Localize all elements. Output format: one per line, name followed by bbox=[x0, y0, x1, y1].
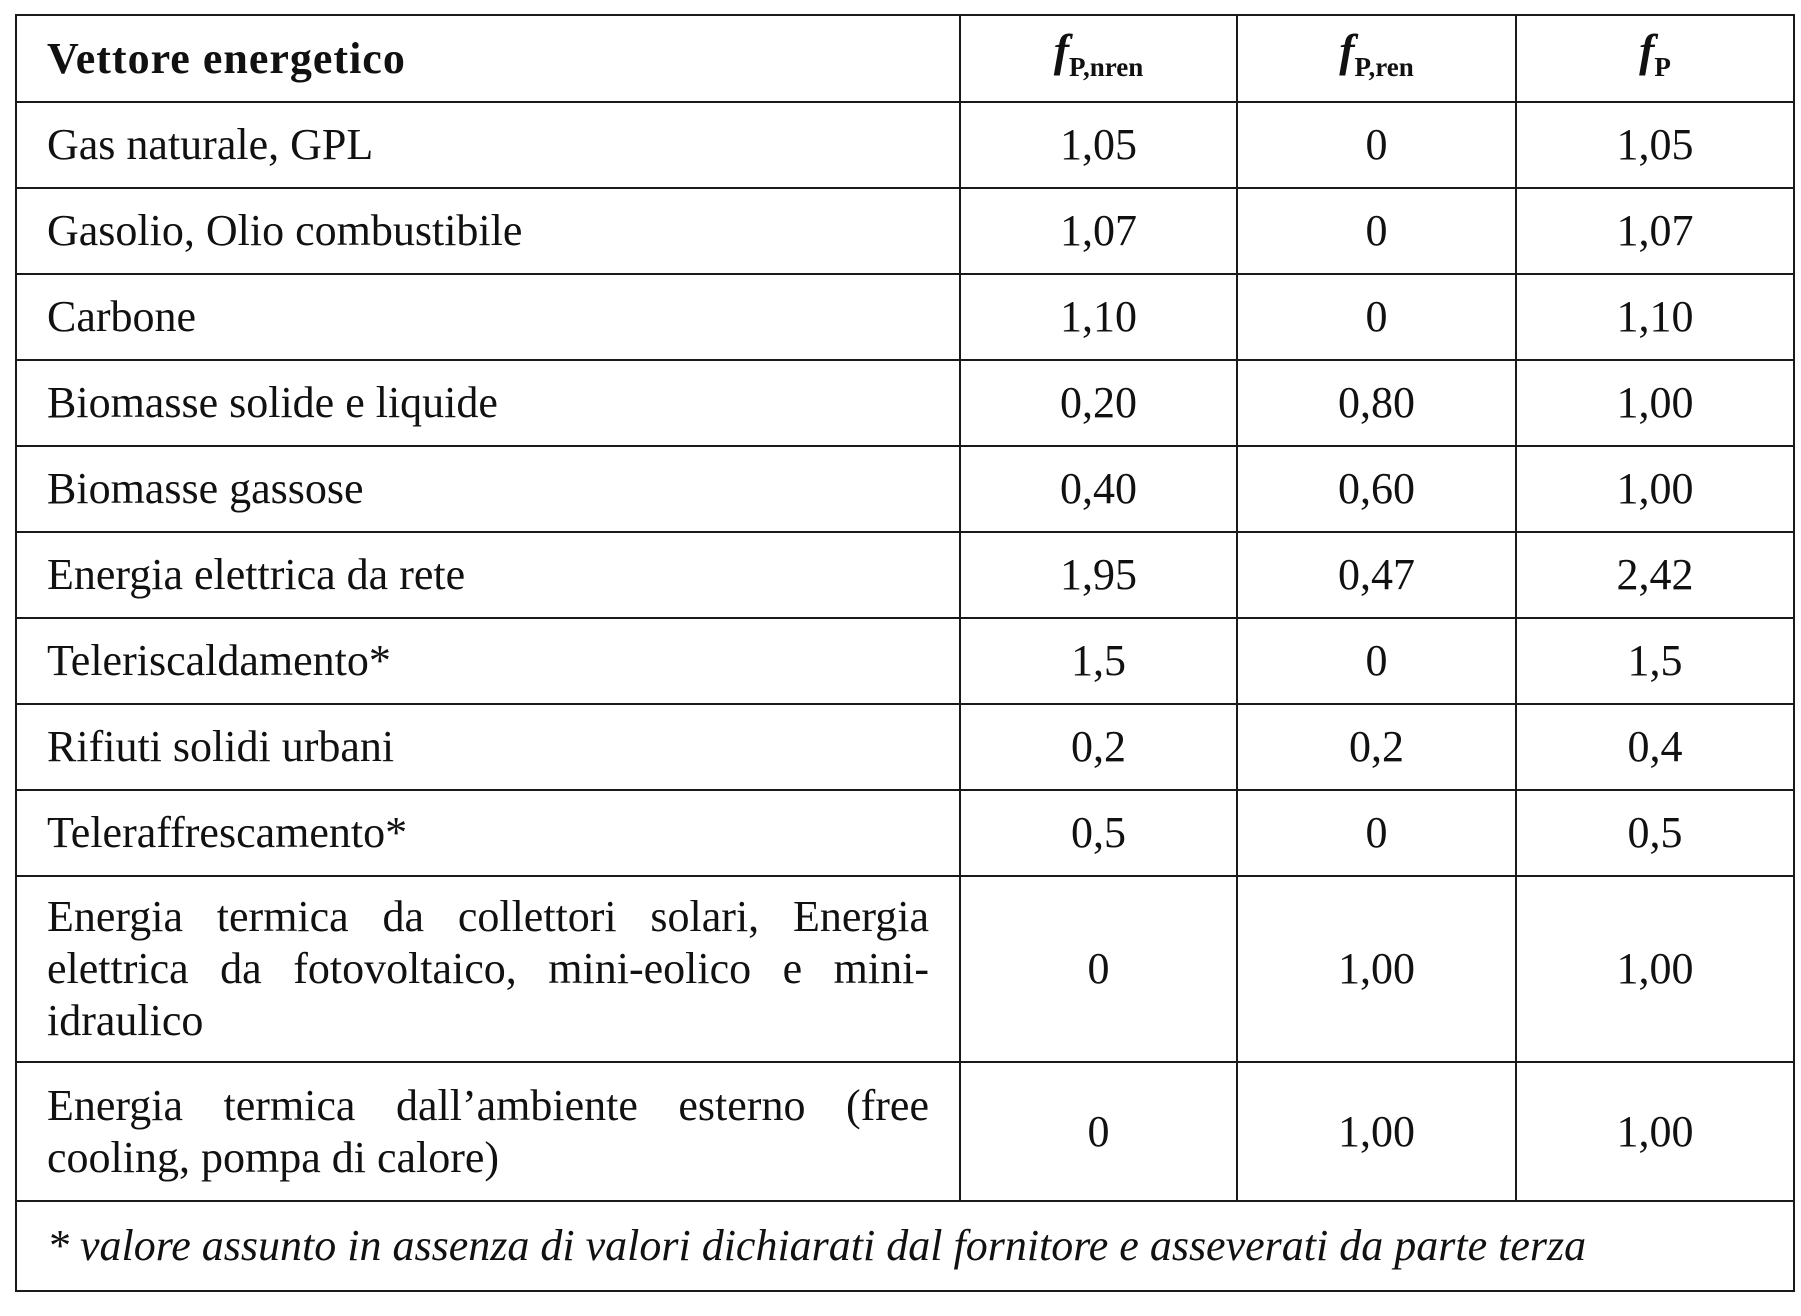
table-row bbox=[16, 188, 1794, 274]
f-total-cell: 1,00 bbox=[1516, 876, 1794, 1062]
f-nren-cell: 0,20 bbox=[960, 360, 1237, 446]
table-row bbox=[16, 1062, 1794, 1201]
carrier-cell: Teleriscaldamento* bbox=[16, 618, 960, 704]
f-total-cell: 0,4 bbox=[1516, 704, 1794, 790]
table-header-row bbox=[16, 15, 1794, 102]
header-f-p-nren-subscript: P,nren bbox=[1069, 51, 1144, 82]
carrier-cell: Biomasse gassose bbox=[16, 446, 960, 532]
f-total-cell: 1,00 bbox=[1516, 360, 1794, 446]
header-f-p-symbol: f bbox=[1639, 24, 1655, 76]
carrier-cell: Energia termica dall’ambiente esterno (free cooling, pompa di calore) bbox=[16, 1062, 960, 1201]
f-ren-cell: 0 bbox=[1237, 274, 1516, 360]
f-total-cell: 1,07 bbox=[1516, 188, 1794, 274]
f-total-cell: 1,05 bbox=[1516, 102, 1794, 188]
header-f-p-ren-symbol: f bbox=[1339, 24, 1355, 76]
table-row bbox=[16, 532, 1794, 618]
table-row bbox=[16, 274, 1794, 360]
f-ren-cell: 0 bbox=[1237, 102, 1516, 188]
carrier-cell: Gas naturale, GPL bbox=[16, 102, 960, 188]
f-nren-cell: 1,07 bbox=[960, 188, 1237, 274]
carrier-cell: Energia termica da collettori solari, Energia elettrica da fotovoltaico, mini-eolico e mini-idraulico bbox=[16, 876, 960, 1062]
footnote: * valore assunto in assenza di valori dichiarati dal fornitore e asseverati da parte terza bbox=[16, 1201, 1794, 1291]
f-total-cell: 2,42 bbox=[1516, 532, 1794, 618]
f-nren-cell: 1,95 bbox=[960, 532, 1237, 618]
f-ren-cell: 1,00 bbox=[1237, 876, 1516, 1062]
table-row bbox=[16, 360, 1794, 446]
carrier-cell: Teleraffrescamento* bbox=[16, 790, 960, 876]
carrier-cell: Gasolio, Olio combustibile bbox=[16, 188, 960, 274]
f-ren-cell: 0 bbox=[1237, 618, 1516, 704]
header-f-p-nren-symbol: f bbox=[1053, 24, 1070, 76]
table-row bbox=[16, 618, 1794, 704]
f-nren-cell: 0,40 bbox=[960, 446, 1237, 532]
f-nren-cell: 1,10 bbox=[960, 274, 1237, 360]
f-nren-cell: 1,05 bbox=[960, 102, 1237, 188]
carrier-cell: Energia elettrica da rete bbox=[16, 532, 960, 618]
f-ren-cell: 0,60 bbox=[1237, 446, 1516, 532]
f-nren-cell: 0,2 bbox=[960, 704, 1237, 790]
f-ren-cell: 0 bbox=[1237, 790, 1516, 876]
table-row bbox=[16, 876, 1794, 1062]
f-ren-cell: 0,80 bbox=[1237, 360, 1516, 446]
carrier-cell: Carbone bbox=[16, 274, 960, 360]
header-f-p-ren bbox=[1237, 15, 1516, 102]
f-total-cell: 1,10 bbox=[1516, 274, 1794, 360]
footnote-row bbox=[16, 1201, 1794, 1291]
f-nren-cell: 1,5 bbox=[960, 618, 1237, 704]
header-f-p bbox=[1516, 15, 1794, 102]
f-total-cell: 0,5 bbox=[1516, 790, 1794, 876]
f-ren-cell: 0,47 bbox=[1237, 532, 1516, 618]
f-ren-cell: 1,00 bbox=[1237, 1062, 1516, 1201]
table-row bbox=[16, 704, 1794, 790]
carrier-cell: Biomasse solide e liquide bbox=[16, 360, 960, 446]
f-nren-cell: 0 bbox=[960, 1062, 1237, 1201]
f-ren-cell: 0 bbox=[1237, 188, 1516, 274]
f-total-cell: 1,5 bbox=[1516, 618, 1794, 704]
f-total-cell: 1,00 bbox=[1516, 446, 1794, 532]
carrier-cell: Rifiuti solidi urbani bbox=[16, 704, 960, 790]
f-nren-cell: 0 bbox=[960, 876, 1237, 1062]
header-energy-carrier: Vettore energetico bbox=[16, 15, 960, 102]
table-row bbox=[16, 790, 1794, 876]
table-row bbox=[16, 446, 1794, 532]
header-f-p-ren-subscript: P,ren bbox=[1354, 51, 1414, 82]
f-ren-cell: 0,2 bbox=[1237, 704, 1516, 790]
primary-energy-factors-table bbox=[15, 14, 1795, 1292]
f-nren-cell: 0,5 bbox=[960, 790, 1237, 876]
table-row bbox=[16, 102, 1794, 188]
header-f-p-nren bbox=[960, 15, 1237, 102]
header-f-p-subscript: P bbox=[1654, 51, 1671, 82]
f-total-cell: 1,00 bbox=[1516, 1062, 1794, 1201]
